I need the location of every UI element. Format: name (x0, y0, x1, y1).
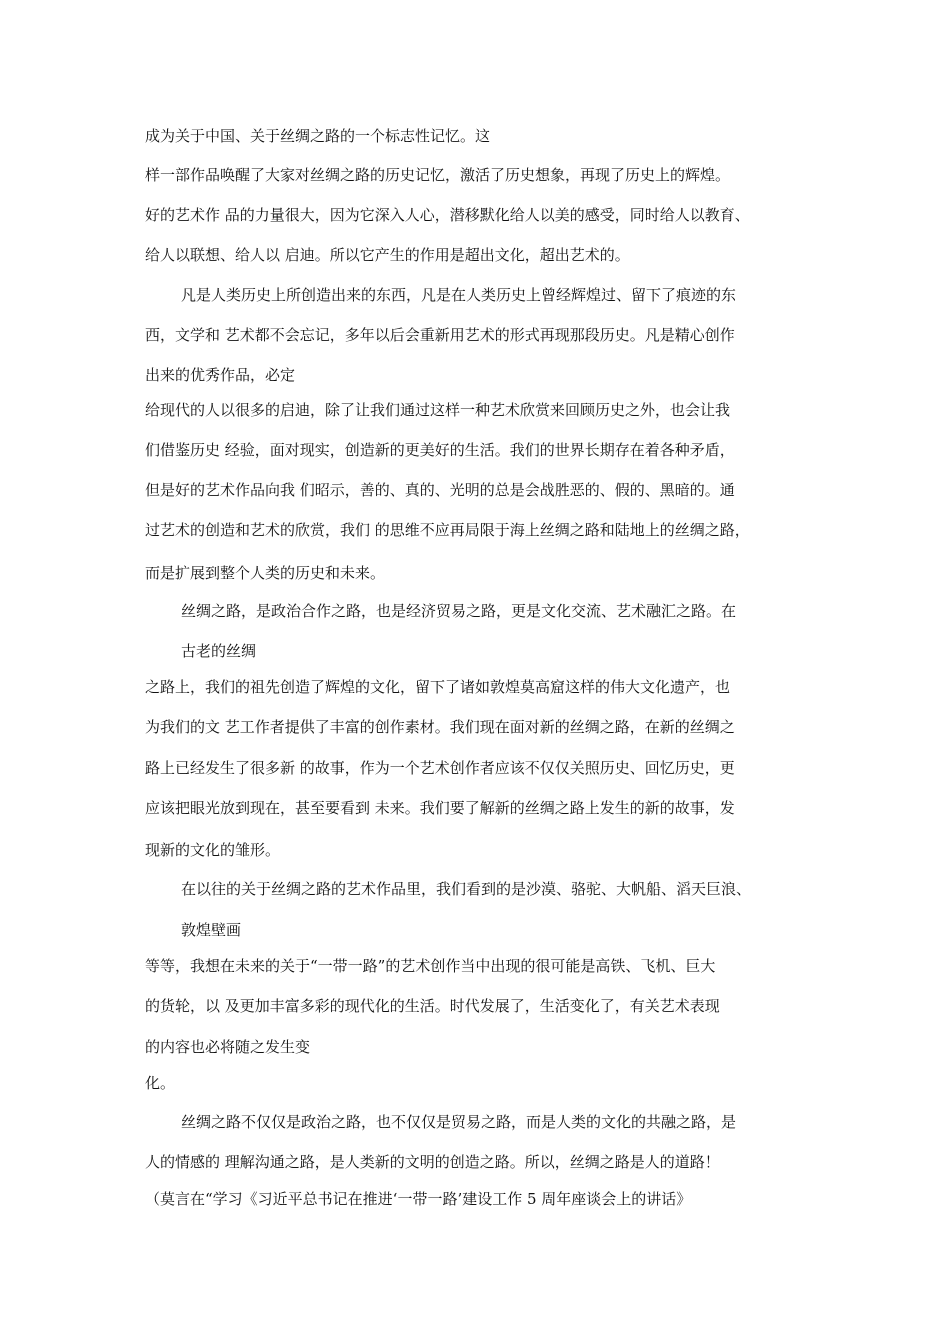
text-line: 但是好的艺术作品向我 们昭示，善的、真的、光明的总是会战胜恶的、假的、黑暗的。通 (145, 481, 735, 499)
text-line: 凡是人类历史上所创造出来的东西，凡是在人类历史上曾经辉煌过、留下了痕迹的东 (181, 286, 737, 304)
text-line: 成为关于中国、关于丝绸之路的一个标志性记忆。这 (145, 127, 491, 145)
text-line: 过艺术的创造和艺术的欣赏，我们 的思维不应再局限于海上丝绸之路和陆地上的丝绸之路， (145, 521, 750, 539)
text-line: 为我们的文 艺工作者提供了丰富的创作素材。我们现在面对新的丝绸之路，在新的丝绸之 (145, 718, 735, 736)
text-line: 样一部作品唤醒了大家对丝绸之路的历史记忆，激活了历史想象，再现了历史上的辉煌。 (145, 166, 731, 184)
text-line: 的货轮，以 及更加丰富多彩的现代化的生活。时代发展了，生活变化了，有关艺术表现 (145, 997, 720, 1015)
text-line: 现新的文化的雏形。 (145, 841, 281, 859)
text-line: 们借鉴历史 经验，面对现实，创造新的更美好的生活。我们的世界长期存在着各种矛盾， (145, 441, 735, 459)
text-line: 在以往的关于丝绸之路的艺术作品里，我们看到的是沙漠、骆驼、大帆船、滔天巨浪、 (181, 880, 752, 898)
text-line: 给人以联想、给人以 启迪。所以它产生的作用是超出文化，超出艺术的。 (145, 246, 630, 264)
text-line: 西，文学和 艺术都不会忘记，多年以后会重新用艺术的形式再现那段历史。凡是精心创作 (145, 326, 735, 344)
text-line: 敦煌壁画 (181, 921, 242, 939)
text-line: 化。 (145, 1074, 176, 1092)
text-line: 人的情感的 理解沟通之路，是人类新的文明的创造之路。所以，丝绸之路是人的道路！ (145, 1153, 720, 1171)
text-line: 古老的丝绸 (181, 642, 257, 660)
text-line: 的内容也必将随之发生变 (145, 1038, 311, 1056)
text-line: 而是扩展到整个人类的历史和未来。 (145, 564, 386, 582)
text-line: （莫言在“学习《习近平总书记在推进‘一带一路’建设工作 5 周年座谈会上的讲话》 (145, 1190, 692, 1208)
text-line: 路上已经发生了很多新 的故事，作为一个艺术创作者应该不仅仅关照历史、回忆历史，更 (145, 759, 735, 777)
text-line: 好的艺术作 品的力量很大，因为它深入人心，潜移默化给人以美的感受，同时给人以教育、 (145, 206, 750, 224)
text-line: 给现代的人以很多的启迪，除了让我们通过这样一种艺术欣赏来回顾历史之外，也会让我 (145, 401, 731, 419)
text-line: 丝绸之路不仅仅是政治之路，也不仅仅是贸易之路，而是人类的文化的共融之路，是 (181, 1113, 737, 1131)
text-line: 出来的优秀作品，必定 (145, 366, 296, 384)
text-line: 应该把眼光放到现在，甚至要看到 未来。我们要了解新的丝绸之路上发生的新的故事，发 (145, 799, 735, 817)
text-line: 之路上，我们的祖先创造了辉煌的文化，留下了诸如敦煌莫高窟这样的伟大文化遗产，也 (145, 678, 731, 696)
text-line: 丝绸之路，是政治合作之路，也是经济贸易之路，更是文化交流、艺术融汇之路。在 (181, 602, 737, 620)
text-line: 等等，我想在未来的关于“一带一路”的艺术创作当中出现的很可能是高铁、飞机、巨大 (145, 957, 716, 975)
